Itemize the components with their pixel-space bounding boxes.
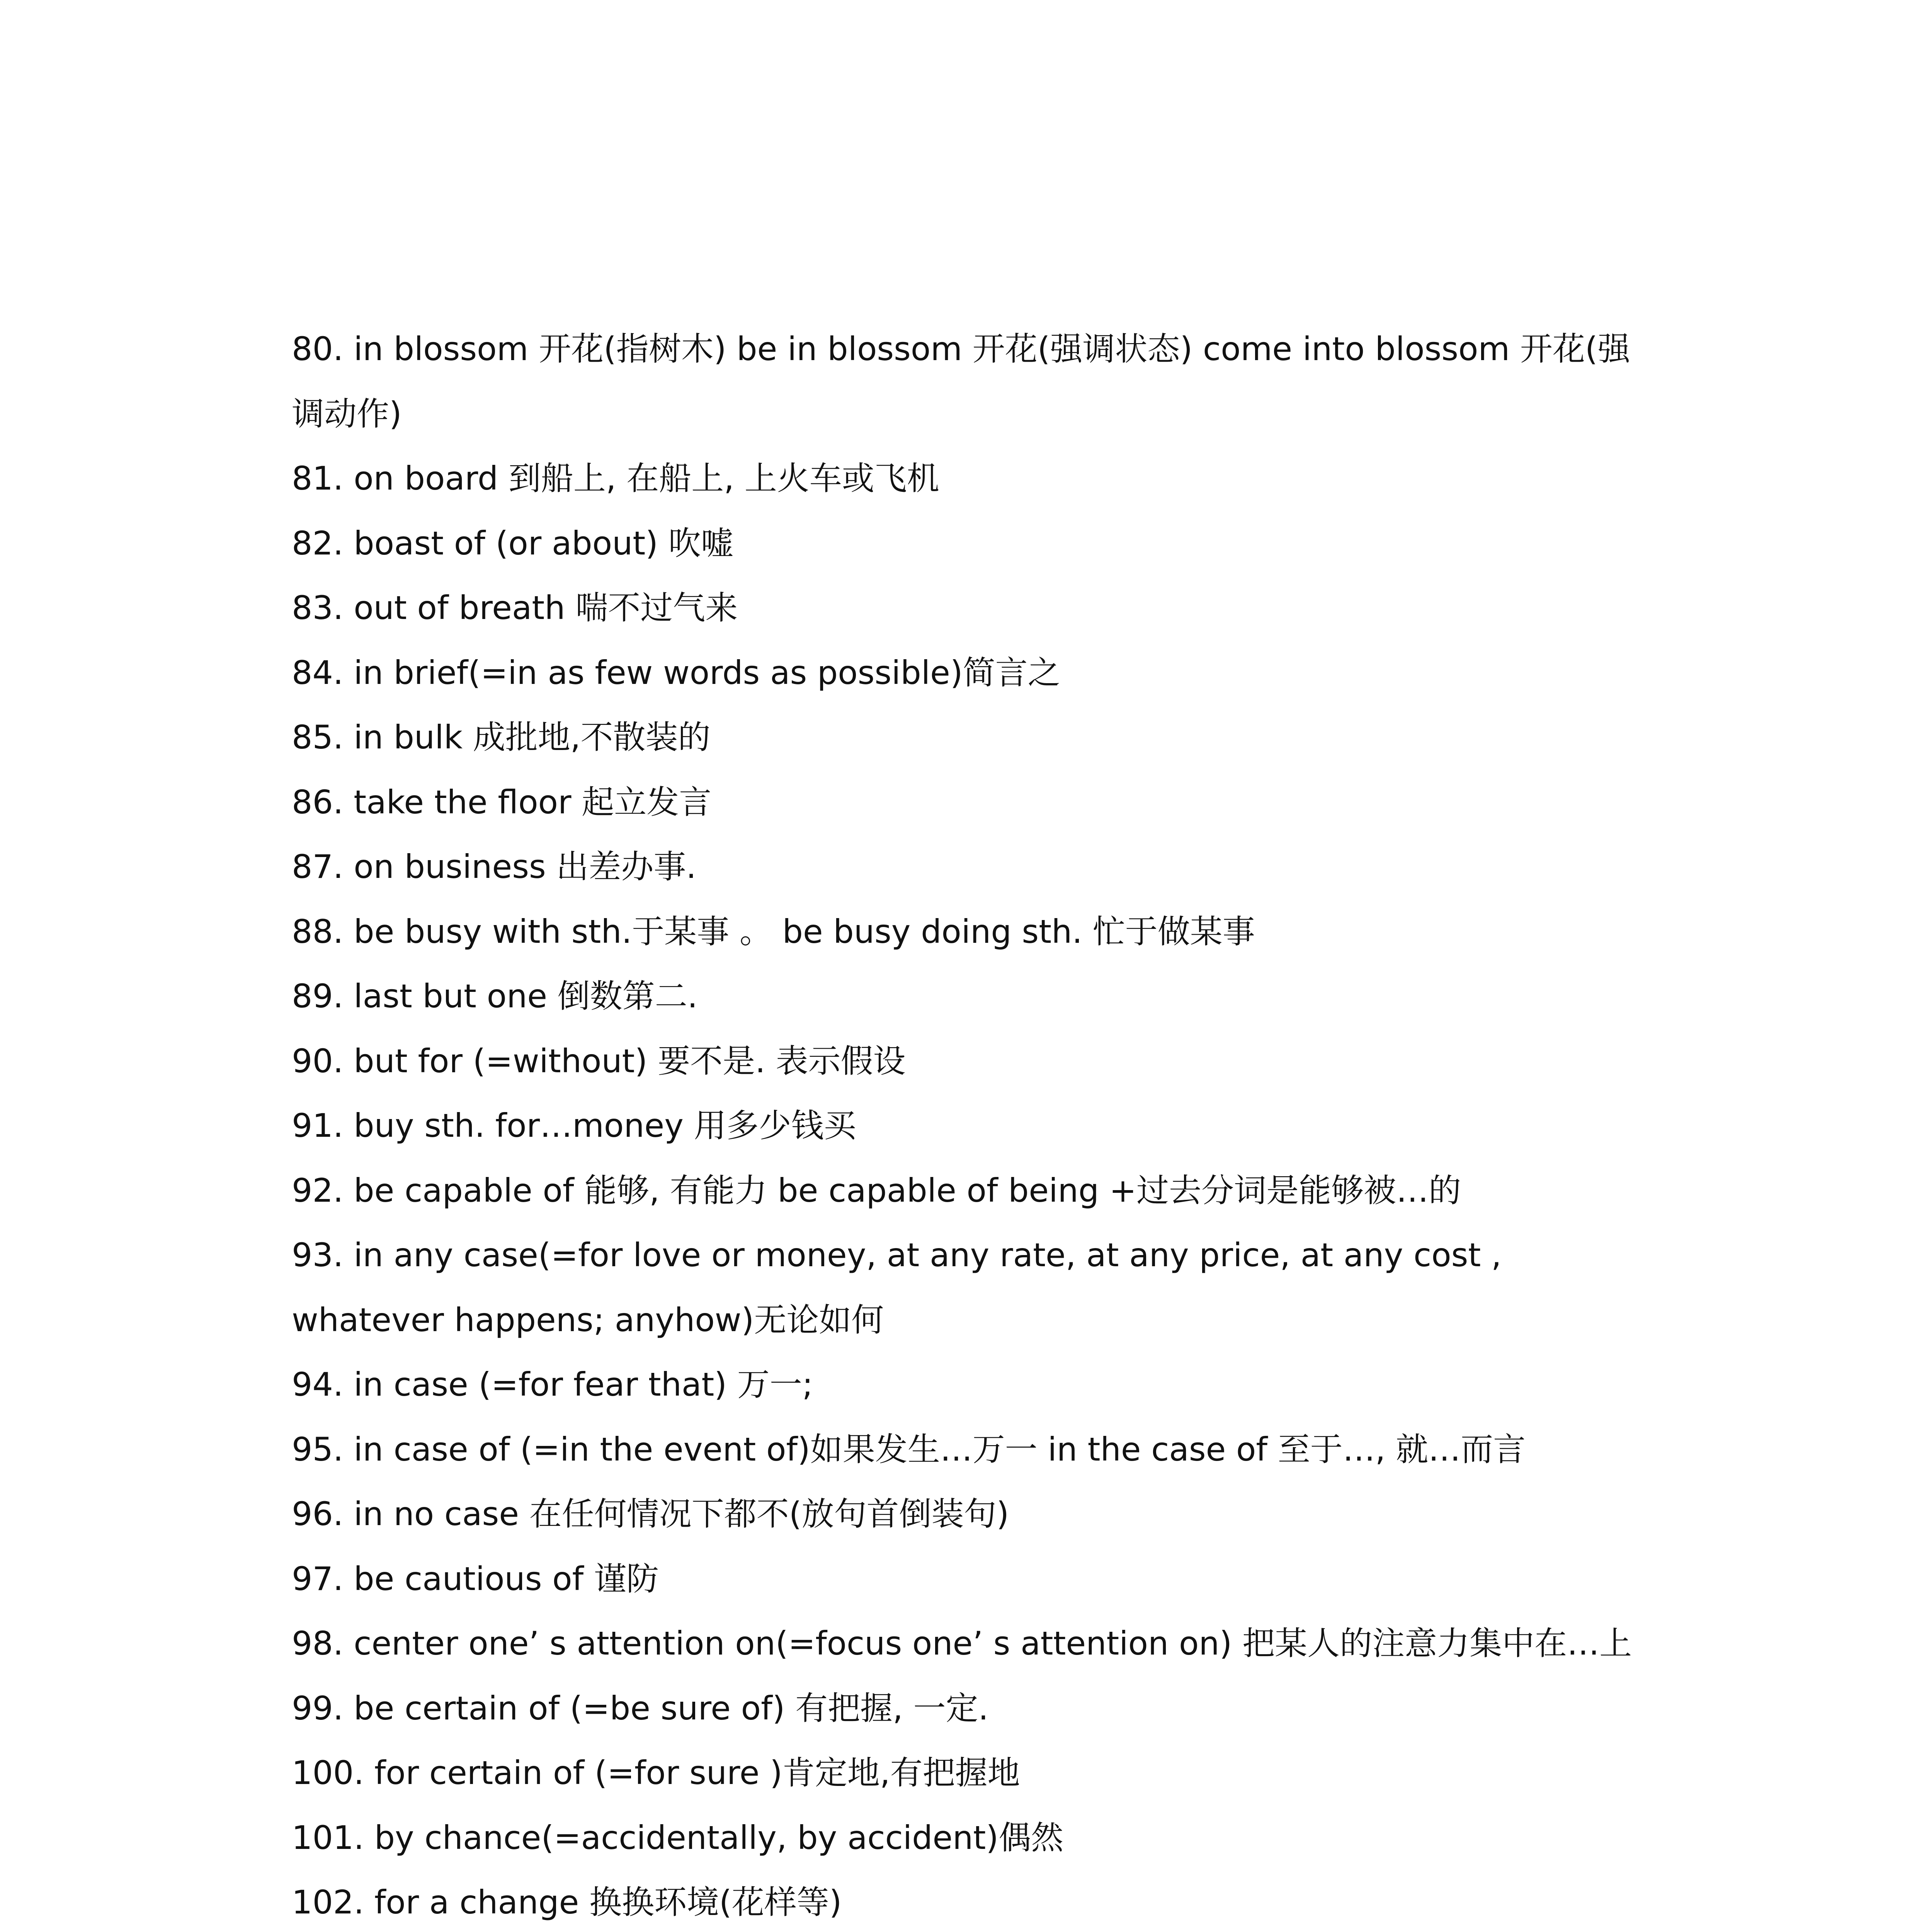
list-item: 84. in brief(=in as few words as possible)简言之	[292, 653, 1060, 692]
list-item: 97. be cautious of 谨防	[292, 1560, 659, 1598]
list-item: 100. for certain of (=for sure )肯定地,有把握地	[292, 1754, 1020, 1792]
list-item: 86. take the floor 起立发言	[292, 783, 712, 821]
phrase-list	[292, 317, 1644, 1932]
list-item: 94. in case (=for fear that) 万一;	[292, 1366, 813, 1403]
list-item: 82. boast of (or about) 吹嘘	[292, 524, 733, 562]
list-item: 90. but for (=without) 要不是. 表示假设	[292, 1042, 906, 1080]
list-item: 92. be capable of 能够, 有能力 be capable of being +过去分词是能够被…的	[292, 1171, 1461, 1209]
list-item: 99. be certain of (=be sure of) 有把握, 一定.	[292, 1689, 989, 1727]
list-item: 80. in blossom 开花(指树木) be in blossom 开花(强调状态) come into blossom 开花(强调动作)	[292, 330, 1630, 433]
list-item: 81. on board 到船上, 在船上, 上火车或飞机	[292, 459, 939, 497]
list-item: 96. in no case 在任何情况下都不(放句首倒装句)	[292, 1495, 1009, 1533]
list-item: 89. last but one 倒数第二.	[292, 977, 698, 1015]
list-item: 88. be busy with sth.于某事 。 be busy doing sth. 忙于做某事	[292, 912, 1255, 951]
list-item: 98. center one’ s attention on(=focus one’ s attention on) 把某人的注意力集中在…上	[292, 1624, 1632, 1662]
list-item: 83. out of breath 喘不过气来	[292, 589, 738, 627]
list-item: 91. buy sth. for…money 用多少钱买	[292, 1107, 856, 1145]
list-item: 95. in case of (=in the event of)如果发生…万一 in the case of 至于…, 就…而言	[292, 1430, 1526, 1468]
list-item: 101. by chance(=accidentally, by accident)偶然	[292, 1818, 1064, 1857]
list-item: 87. on business 出差办事.	[292, 848, 697, 886]
list-item: 93. in any case(=for love or money, at any rate, at any price, at any cost , whatever happens; anyhow)无论如何	[292, 1236, 1502, 1339]
list-item: 102. for a change 换换环境(花样等)	[292, 1883, 842, 1921]
list-item: 85. in bulk 成批地,不散装的	[292, 718, 711, 756]
